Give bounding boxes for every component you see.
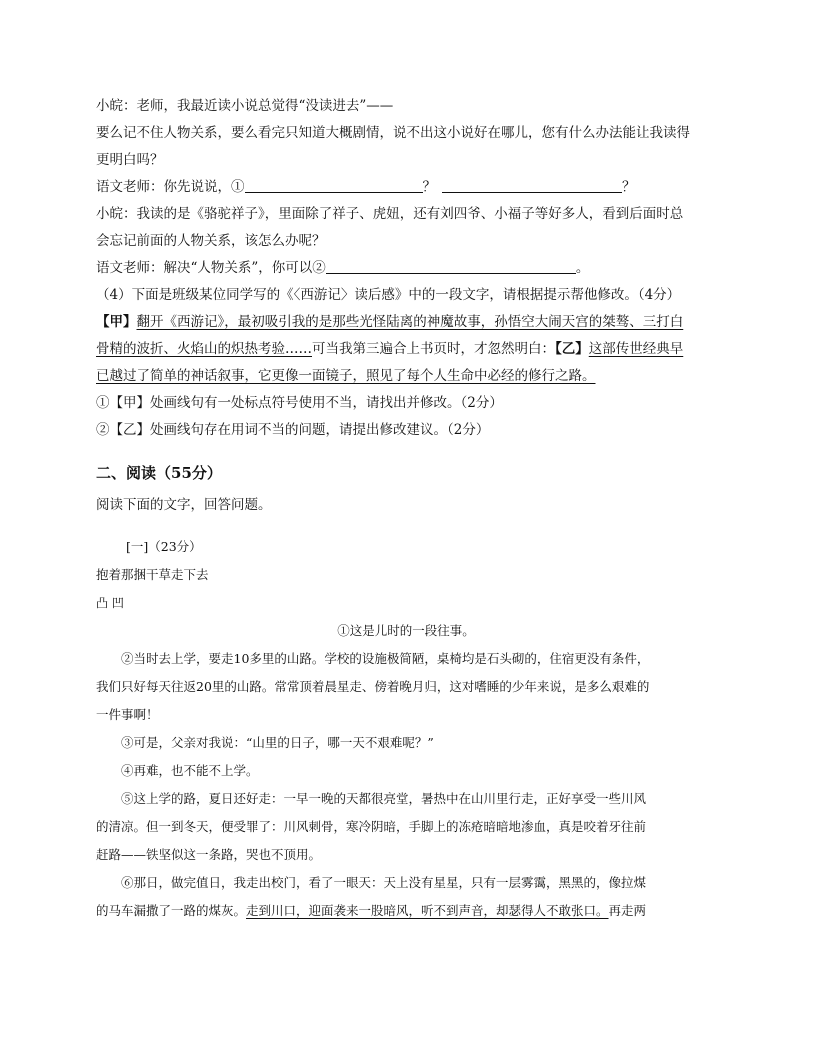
reading-paragraph: ①这是儿时的一段往事。 (337, 623, 475, 638)
underlined-sentence-jia: 骨精的波折、火焰山的炽热考验…… (96, 341, 312, 357)
question-4-passage-line (96, 336, 716, 363)
dialogue-line: 更明白吗？ (96, 152, 164, 168)
answer-blank[interactable] (326, 258, 576, 274)
dialogue-line-blanks (96, 174, 716, 201)
reading-passage (96, 533, 716, 925)
answer-blank[interactable] (442, 177, 622, 193)
reading-paragraph: ②当时去上学，要走10多里的山路。学校的设施极简陋，桌椅均是石头砌的，住宿更没有条件， (121, 651, 650, 666)
dialogue-line: 要么记不住人物关系，要么看完只知道大概剧情，说不出这小说好在哪儿，您有什么办法能让我读得 (96, 125, 690, 141)
mark-jia: 【甲】 (96, 314, 137, 330)
question-4-intro: （4）下面是班级某位同学写的《〈西游记〉读后感》中的一段文字，请根据提示帮他修改。（4分） (96, 287, 681, 303)
reading-text: 再走两 (608, 903, 647, 918)
dialogue-text: 语文老师：你先说说，① (96, 179, 245, 195)
dialogue-line: 会忘记前面的人物关系，该怎么办呢？ (96, 233, 326, 249)
dialogue-line-blank (96, 255, 716, 282)
reading-author: 凸 凹 (96, 596, 124, 610)
dialogue-text: ？ (622, 179, 636, 195)
reading-paragraph-cont: 赶路——铁坚似这一条路，哭也不顶用。 (96, 847, 322, 862)
reading-title: 抱着那捆干草走下去 (96, 567, 209, 582)
underlined-sentence-jia: 翻开《西游记》，最初吸引我的是那些光怪陆离的神魔故事，孙悟空大闹天宫的桀骜、三打白 (136, 314, 684, 330)
reading-paragraph-cont (96, 897, 716, 925)
mark-yi: 【乙】 (555, 341, 589, 357)
dialogue-line: 小皖：我读的是《骆驼祥子》，里面除了祥子、虎妞，还有刘四爷、小福子等好多人，看到后面时总 (96, 206, 684, 222)
dialogue-text: 语文老师：解决“人物关系”，你可以② (96, 260, 326, 276)
reading-part-label: [一]（23分） (126, 539, 202, 554)
underlined-sentence-yi: 已越过了简单的神话叙事，它更像一面镜子，照见了每个人生命中必经的修行之路。 (96, 368, 596, 384)
dialogue-text: ？ (422, 179, 436, 195)
reading-paragraph: ③可是，父亲对我说：“山里的日子，哪一天不艰难呢？” (121, 735, 434, 750)
question-4-passage-line (96, 309, 716, 336)
sub-question-2: ②【乙】处画线句存在用词不当的问题，请提出修改建议。（2分） (96, 422, 490, 438)
question-4-passage-line (96, 363, 716, 390)
reading-paragraph-cont: 的清凉。但一到冬天，便受罪了：川风刺骨，寒冷阴暗，手脚上的冻疮暗暗地渗血，真是咬着牙往前 (96, 819, 647, 834)
dialogue-line: 小皖：老师，我最近读小说总觉得“没读进去”—— (96, 98, 394, 114)
underlined-sentence: 走到川口，迎面袭来一股暗风，听不到声音，却瑟得人不敢张口。 (246, 903, 609, 918)
sub-question-1: ①【甲】处画线句有一处标点符号使用不当，请找出并修改。（2分） (96, 395, 503, 411)
document-content (96, 93, 716, 925)
underlined-sentence-yi: 这部传世经典早 (588, 341, 684, 357)
passage-text: 可当我第三遍合上书页时，才忽然明白： (312, 341, 555, 357)
reading-paragraph: ⑤这上学的路，夏日还好走：一早一晚的天都很亮堂，暑热中在山川里行走，正好享受一些川风 (121, 791, 647, 806)
reading-paragraph-cont: 我们只好每天往返20里的山路。常常顶着晨星走、傍着晚月归，这对嗜睡的少年来说，是多么艰难的 (96, 679, 650, 694)
reading-paragraph-cont: 一件事啊！ (96, 707, 159, 722)
section-title: 二、阅读（55分） (96, 464, 222, 482)
reading-text: 的马车漏撒了一路的煤灰。 (96, 903, 247, 918)
reading-paragraph: ④再难，也不能不上学。 (121, 763, 259, 778)
reading-paragraph: ⑥那日，做完值日，我走出校门，看了一眼天：天上没有星星，只有一层雾霭，黑黑的，像拉煤 (121, 875, 647, 890)
section-instruction: 阅读下面的文字，回答问题。 (96, 497, 272, 513)
dialogue-text: 。 (575, 260, 590, 276)
answer-blank[interactable] (245, 177, 423, 193)
